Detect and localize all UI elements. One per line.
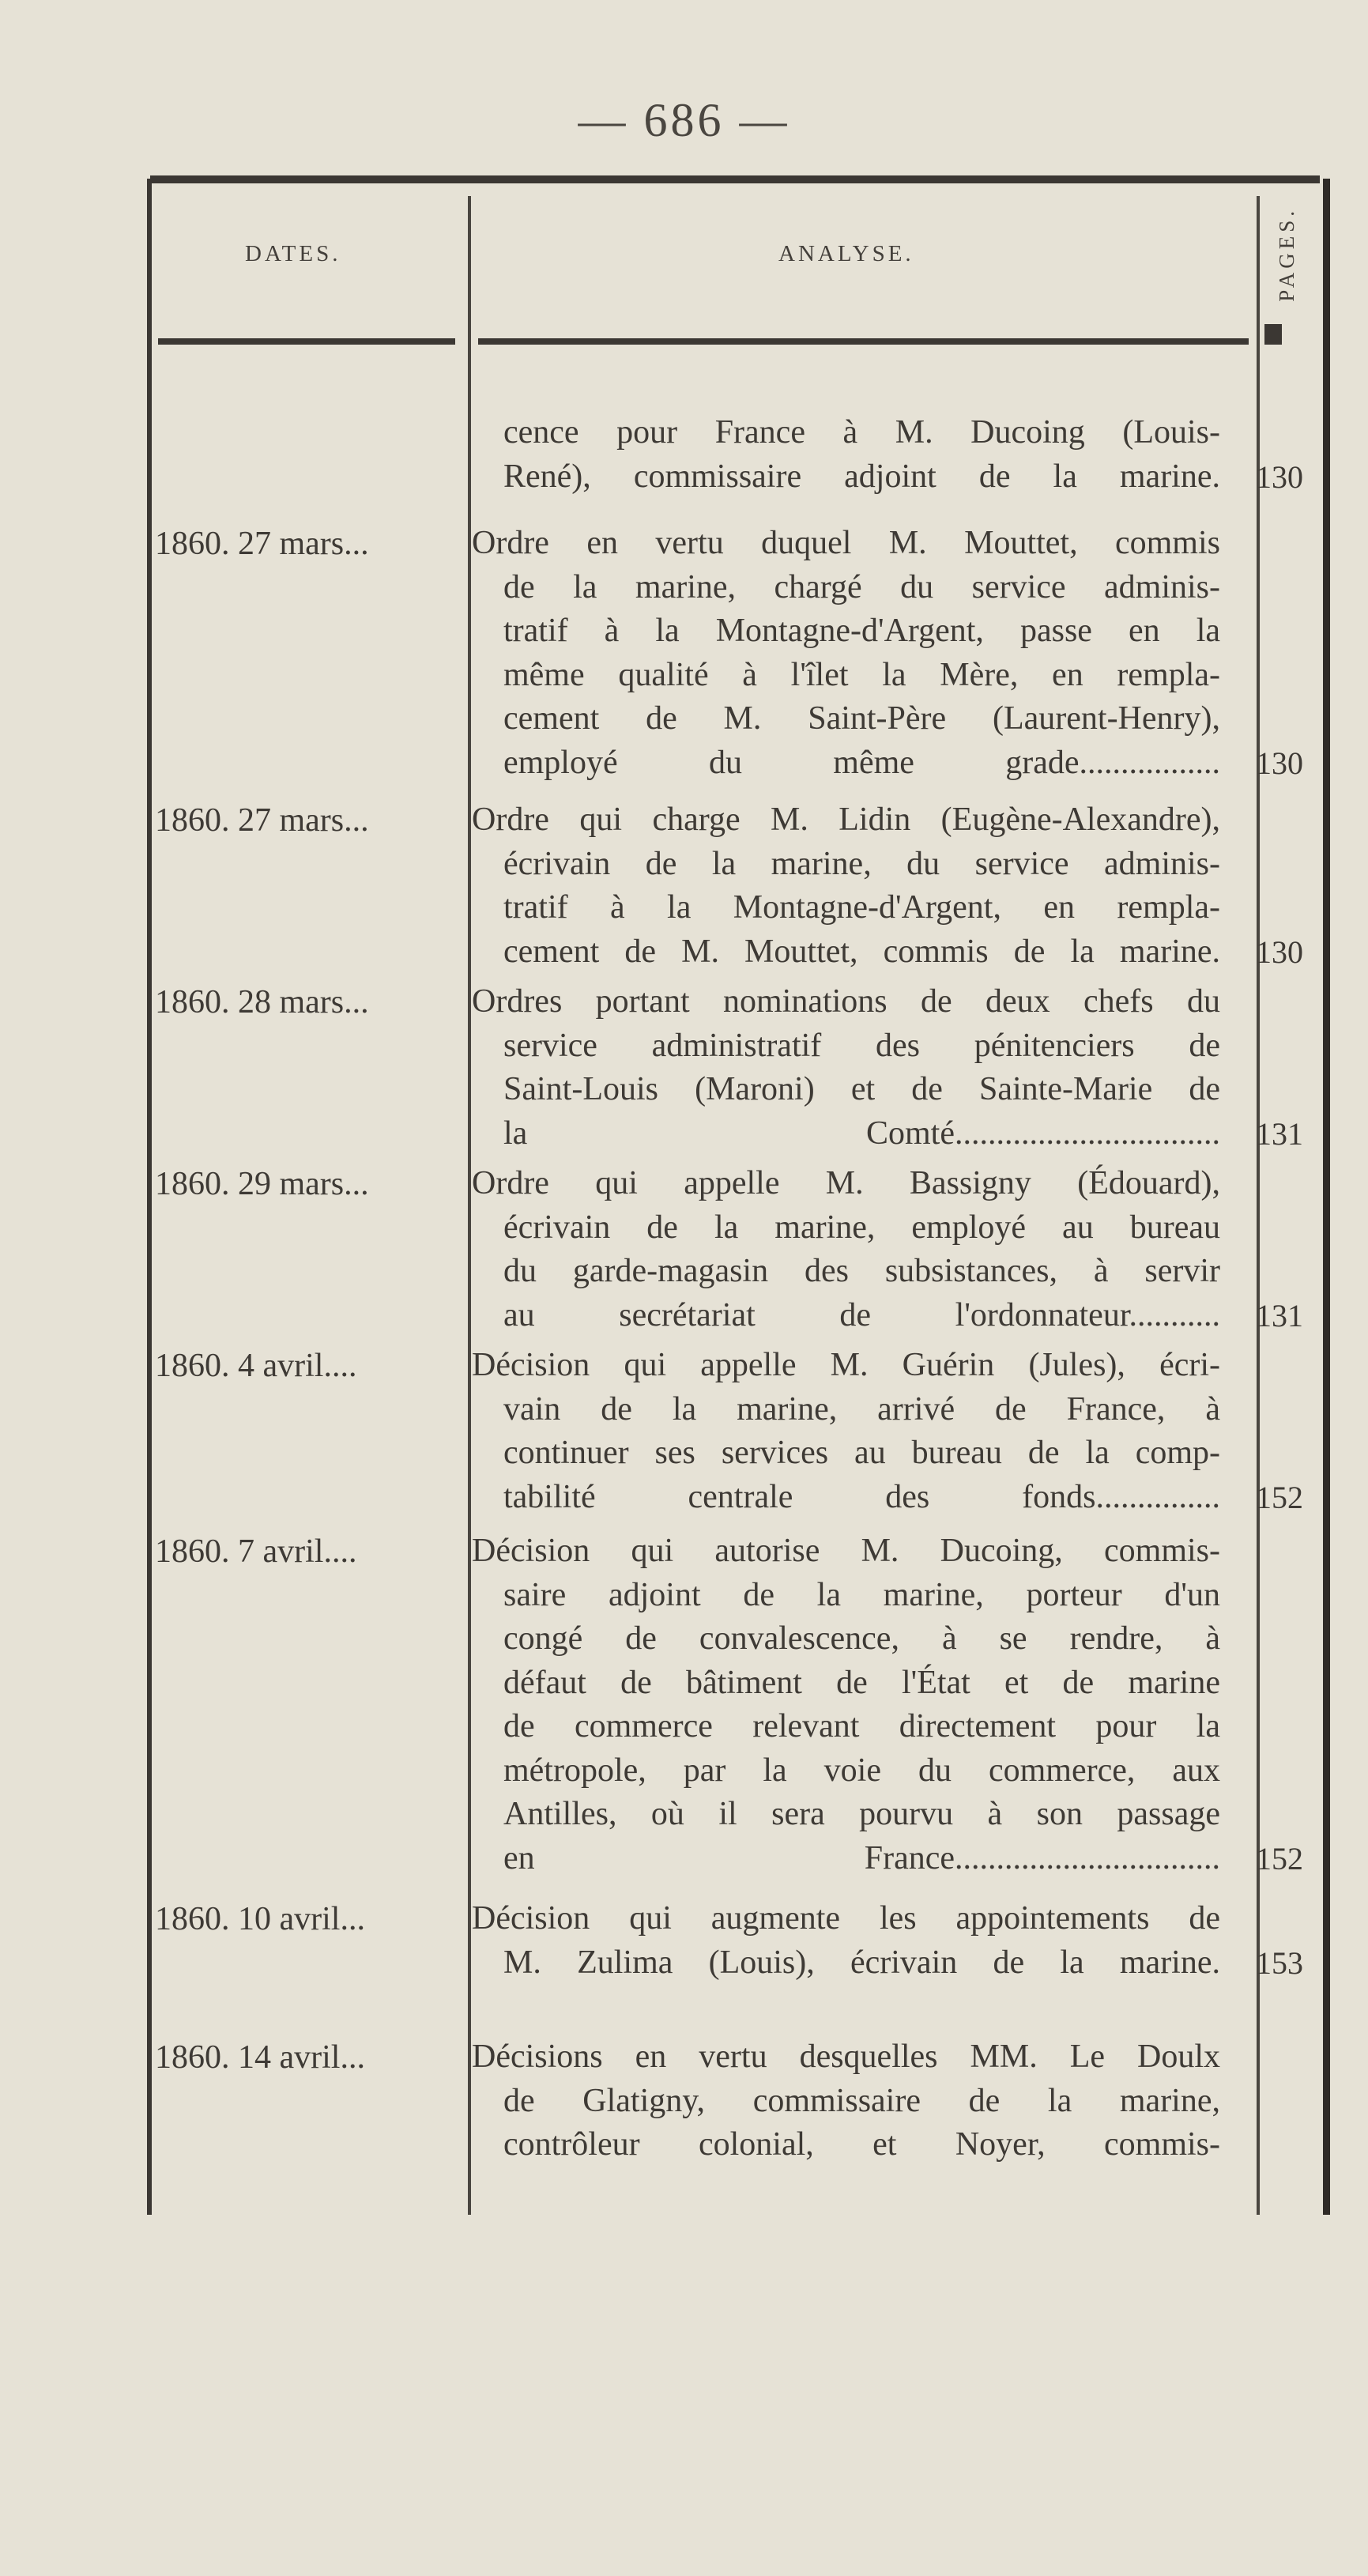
analysis-line: écrivain de la marine, employé au bureau xyxy=(503,1209,1220,1246)
entry-page-reference: 152 xyxy=(1256,1479,1303,1515)
analysis-line: de Glatigny, commissaire de la marine, xyxy=(503,2082,1220,2119)
entry-page-reference: 131 xyxy=(1256,1115,1303,1152)
entry-date: 1860. 29 mars... xyxy=(155,1166,369,1202)
entry-page-reference: 153 xyxy=(1256,1944,1303,1981)
entry-analysis xyxy=(472,1344,1220,1519)
analysis-line: du garde-magasin des subsistances, à servir xyxy=(503,1253,1220,1289)
analysis-line: continuer ses services au bureau de la comp- xyxy=(503,1435,1220,1471)
analysis-line: même qualité à l'îlet la Mère, en rempla- xyxy=(503,656,1220,693)
header-rule-analyse xyxy=(478,338,1249,345)
entry-date: 1860. 7 avril.... xyxy=(155,1533,357,1570)
analysis-line: M. Zulima (Louis), écrivain de la marine. xyxy=(503,1944,1220,1981)
analysis-line: tabilité centrale des fonds............... xyxy=(503,1478,1220,1515)
entry-page-reference: 130 xyxy=(1256,458,1303,495)
analysis-line: Ordre qui appelle M. Bassigny (Édouard), xyxy=(472,1165,1220,1201)
entry-page-reference: 130 xyxy=(1256,745,1303,781)
page-number: — 686 — xyxy=(578,94,790,146)
entry-date: 1860. 27 mars... xyxy=(155,526,369,562)
analysis-line: saire adjoint de la marine, porteur d'un xyxy=(503,1576,1220,1613)
entry-analysis xyxy=(472,411,1220,499)
entry-analysis xyxy=(472,522,1220,785)
analysis-line: Décision qui autorise M. Ducoing, commis- xyxy=(472,1533,1220,1569)
entry-analysis xyxy=(472,980,1220,1156)
analysis-line: employé du même grade................. xyxy=(503,744,1220,781)
header-pages: PAGES. xyxy=(1275,207,1298,302)
entry-analysis xyxy=(472,1529,1220,1880)
analysis-line: tratif à la Montagne-d'Argent, en rempla- xyxy=(503,889,1220,926)
analysis-line: Ordre qui charge M. Lidin (Eugène-Alexandre), xyxy=(472,801,1220,838)
analysis-line: congé de convalescence, à se rendre, à xyxy=(503,1620,1220,1657)
analysis-line: contrôleur colonial, et Noyer, commis- xyxy=(503,2126,1220,2163)
entry-date: 1860. 4 avril.... xyxy=(155,1348,357,1384)
analysis-line: Décision qui appelle M. Guérin (Jules), écri- xyxy=(472,1347,1220,1383)
entry-analysis xyxy=(472,2035,1220,2167)
entry-page-reference: 130 xyxy=(1256,933,1303,970)
entry-analysis xyxy=(472,1897,1220,1985)
analysis-line: la Comté................................ xyxy=(503,1115,1220,1152)
analysis-line: cement de M. Saint-Père (Laurent-Henry), xyxy=(503,700,1220,737)
analysis-line: René), commissaire adjoint de la marine. xyxy=(503,458,1220,495)
analysis-line: tratif à la Montagne-d'Argent, passe en la xyxy=(503,613,1220,649)
analysis-line: Saint-Louis (Maroni) et de Sainte-Marie de xyxy=(503,1071,1220,1107)
entry-date: 1860. 27 mars... xyxy=(155,802,369,839)
analysis-line: service administratif des pénitenciers de xyxy=(503,1027,1220,1064)
analysis-line: vain de la marine, arrivé de France, à xyxy=(503,1390,1220,1428)
analysis-line: Décisions en vertu desquelles MM. Le Doulx xyxy=(472,2039,1220,2075)
analysis-line: au secrétariat de l'ordonnateur........... xyxy=(503,1296,1220,1333)
column-divider-dates xyxy=(468,196,471,2215)
entry-date: 1860. 28 mars... xyxy=(155,984,369,1020)
entry-analysis xyxy=(472,1162,1220,1337)
entry-analysis xyxy=(472,798,1220,974)
analysis-line: Ordre en vertu duquel M. Mouttet, commis xyxy=(472,525,1220,561)
analysis-line: de commerce relevant directement pour la xyxy=(503,1708,1220,1744)
header-dates: DATES. xyxy=(245,241,341,266)
analysis-line: écrivain de la marine, du service adminis- xyxy=(503,845,1220,882)
analysis-line: cement de M. Mouttet, commis de la marine. xyxy=(503,933,1220,970)
header-rule-dates xyxy=(158,338,455,345)
entry-date: 1860. 14 avril... xyxy=(155,2039,365,2076)
entry-date: 1860. 10 avril... xyxy=(155,1901,365,1937)
analysis-line: de la marine, chargé du service adminis- xyxy=(503,568,1220,605)
analysis-line: Ordres portant nominations de deux chefs du xyxy=(472,983,1220,1020)
header-rule-pages xyxy=(1264,324,1282,345)
entry-page-reference: 131 xyxy=(1256,1297,1303,1333)
entry-page-reference: 152 xyxy=(1256,1840,1303,1876)
analysis-line: Antilles, où il sera pourvu à son passage xyxy=(503,1796,1220,1832)
analysis-line: en France................................ xyxy=(503,1839,1220,1876)
analysis-line: Décision qui augmente les appointements de xyxy=(472,1900,1220,1937)
analysis-line: métropole, par la voie du commerce, aux xyxy=(503,1752,1220,1789)
analysis-line: cence pour France à M. Ducoing (Louis- xyxy=(503,414,1220,451)
analysis-line: défaut de bâtiment de l'État et de marine xyxy=(503,1664,1220,1701)
header-analyse: ANALYSE. xyxy=(778,241,914,266)
